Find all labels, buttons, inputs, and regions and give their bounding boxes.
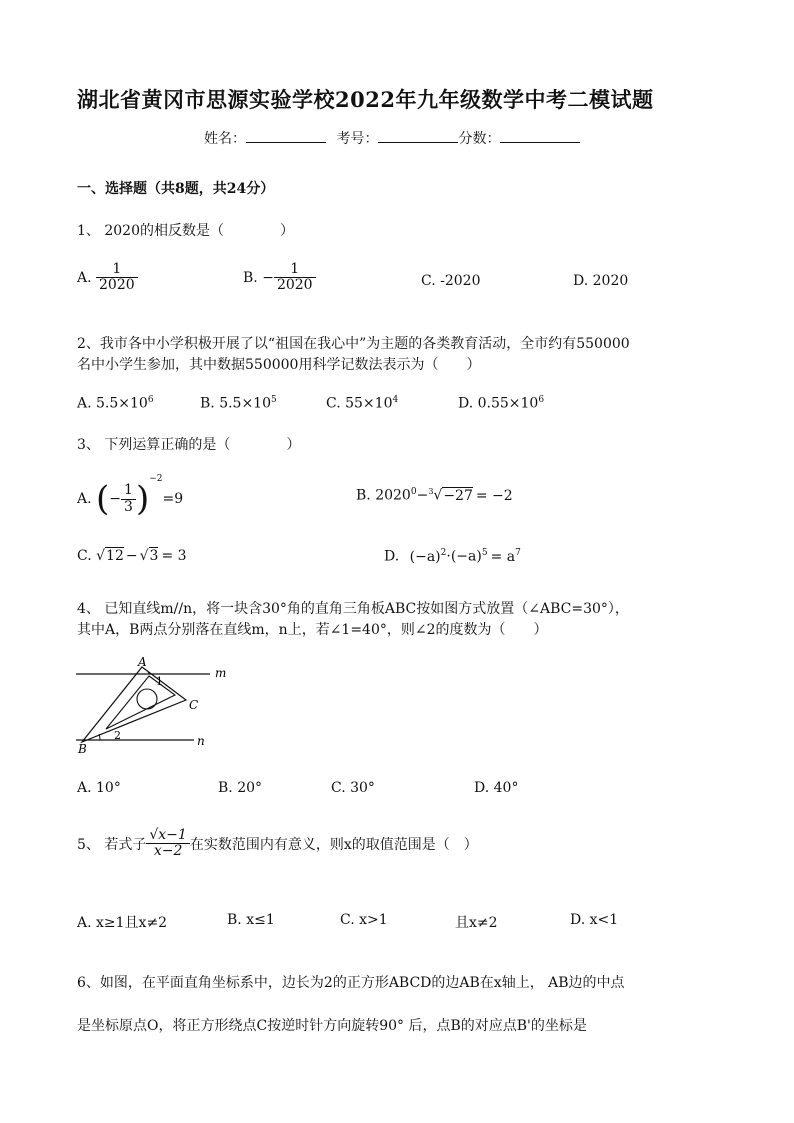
score-label: 分数： [458,131,501,147]
name-label: 姓名： [204,131,246,147]
q4-figure [70,652,240,762]
q2-option-a: A. $5.5\times 10^6$ [77,395,154,412]
label-c: C [189,698,199,712]
q1-stem: 1、 2020的相反数是（ ） [77,223,294,239]
q1-b-fraction: $\frac{1}{2020}$ [274,262,316,294]
q3-option-c: C. √12 − √3 = 3 [77,548,187,564]
q4-option-a: A. 10° [77,780,121,796]
q5-option-a: A. x≥1且x≠2 [77,915,168,931]
q5-fraction: $\frac{√x-1}{x-2}$ [146,828,189,860]
q1-option-c: C. -2020 [421,273,481,289]
page-title: 湖北省黄冈市思源实验学校2022年九年级数学中考二模试题 [77,87,654,112]
q2-option-c: C. $55\times 10^4$ [326,395,399,412]
q6-stem-line2: 是坐标原点O，将正方形绕点C按逆时针方向旋转90° 后，点B的对应点B'的坐标是 [77,1018,587,1034]
label-angle2: 2 [114,729,121,742]
q3-stem: 3、 下列运算正确的是（ ） [77,437,301,453]
q1-option-a: A. $\frac{1}{2020}$ [77,262,138,294]
label-b: B [78,742,87,756]
label-a: A [138,655,147,669]
label-angle1: 1 [156,675,163,688]
q2-stem-line1: 2、我市各中小学积极开展了以“祖国在我心中”为主题的各类教育活动，全市约有550000 [77,336,630,352]
q3-a-fraction: $\frac{1}{3}$ [121,483,136,515]
q4-option-b: B. 20° [218,780,263,796]
q4-stem-line2: 其中A，B两点分别落在直线m，n上，若∠1=40°，则∠2的度数为（ ） [77,622,548,638]
q3-option-a: A. (− $\frac{1}{3}$ )$^{-2}$=9 [77,474,184,519]
exam-no-label: 考号： [336,131,379,147]
q5-option-c: C. x>1 [340,912,388,928]
triangle-abc [82,667,186,742]
q4-option-d: D. 40° [474,780,519,796]
triangle-hole [137,689,157,709]
q1-option-b: B. − $\frac{1}{2020}$ [243,262,316,294]
q5-option-b: B. x≤1 [227,912,275,928]
q4-stem-line1: 4、 已知直线m//n，将一块含30°角的直角三角板ABC按如图方式放置（∠ABC=30°）， [77,601,629,617]
label-m: m [215,666,227,680]
q2-option-d: D. $0.55\times 10^6$ [458,395,545,412]
q2-stem-line2: 名中小学生参加，其中数据550000用科学记数法表示为（ ） [77,357,481,373]
q6-stem-line1: 6、如图，在平面直角坐标系中，边长为2的正方形ABCD的边AB在x轴上， AB边的中点 [77,975,625,991]
exam-no-blank [378,128,458,143]
name-blank [246,128,326,143]
q1-option-d: D. 2020 [573,273,629,289]
student-info-line [204,128,580,148]
q3-option-d: D. $(-a)^2\cdot(-a)^5 = a^7$ [384,548,521,565]
q5-option-c-extra: 且x≠2 [455,915,498,931]
label-n: n [197,734,205,748]
q1-a-fraction: $\frac{1}{2020}$ [96,262,138,294]
q5-option-d: D. x<1 [570,912,619,928]
q3-option-b: B. $2020^0-^3√-27 = -2$ [356,487,513,504]
q2-option-b: B. $5.5\times 10^5$ [200,395,277,412]
score-blank [500,128,580,143]
section-heading: 一、选择题（共8题，共24分） [77,181,275,197]
q4-option-c: C. 30° [331,780,375,796]
q5-stem: 5、 若式子 $\frac{√x-1}{x-2}$ 在实数范围内有意义，则x的取值范围是（ ） [77,827,478,860]
